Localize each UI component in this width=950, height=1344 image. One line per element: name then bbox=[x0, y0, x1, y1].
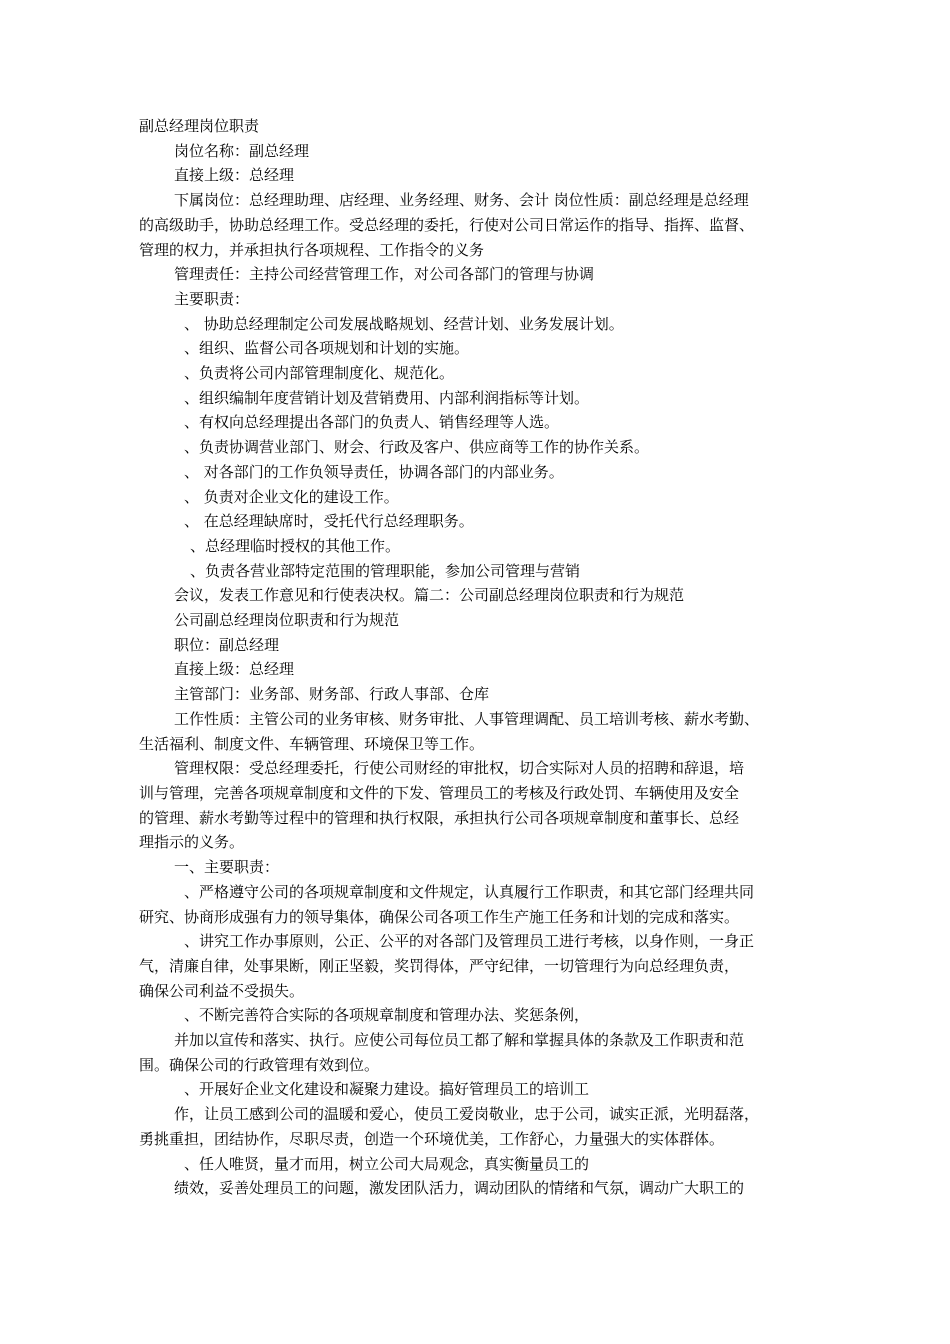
text-line: 训与管理，完善各项规章制度和文件的下发、管理员工的考核及行政处罚、车辆使用及安全 bbox=[139, 783, 740, 802]
text-line: 、负责协调营业部门、财会、行政及客户、供应商等工作的协作关系。 bbox=[184, 438, 650, 457]
text-line: 、讲究工作办事原则，公正、公平的对各部门及管理员工进行考核，以身作则，一身正 bbox=[184, 932, 755, 951]
text-line: 管理责任：主持公司经营管理工作，对公司各部门的管理与协调 bbox=[174, 265, 595, 284]
text-line: 、不断完善符合实际的各项规章制度和管理办法、奖惩条例， bbox=[184, 1006, 590, 1025]
text-line: 会议，发表工作意见和行使表决权。篇二：公司副总经理岗位职责和行为规范 bbox=[174, 586, 685, 605]
text-line: 、 对各部门的工作负领导责任，协调各部门的内部业务。 bbox=[184, 462, 564, 481]
text-line: 研究、协商形成强有力的领导集体，确保公司各项工作生产施工任务和计划的完成和落实。 bbox=[139, 907, 740, 926]
text-line: 公司副总经理岗位职责和行为规范 bbox=[174, 611, 400, 630]
text-line: 、开展好企业文化建设和凝聚力建设。搞好管理员工的培训工 bbox=[184, 1080, 590, 1099]
text-line: 并加以宣传和落实、执行。应使公司每位员工都了解和掌握具体的条款及工作职责和范 bbox=[174, 1031, 745, 1050]
text-line: 、总经理临时授权的其他工作。 bbox=[190, 536, 401, 555]
text-line: 直接上级：总经理 bbox=[174, 660, 295, 679]
text-line: 围。确保公司的行政管理有效到位。 bbox=[139, 1055, 380, 1074]
text-line: 直接上级：总经理 bbox=[174, 166, 295, 185]
text-line: 工作性质：主管公司的业务审核、财务审批、人事管理调配、员工培训考核、薪水考勤、 bbox=[174, 709, 760, 728]
text-line: 、 负责对企业文化的建设工作。 bbox=[184, 487, 399, 506]
text-line: 、 协助总经理制定公司发展战略规划、经营计划、业务发展计划。 bbox=[184, 314, 624, 333]
text-line: 的高级助手，协助总经理工作。受总经理的委托，行使对公司日常运作的指导、指挥、监督、 bbox=[139, 215, 755, 234]
text-line: 管理权限：受总经理委托，行使公司财经的审批权，切合实际对人员的招聘和辞退，培 bbox=[174, 759, 745, 778]
text-line: 理指示的义务。 bbox=[139, 833, 245, 852]
text-line: 气，清廉自律，处事果断，刚正坚毅，奖罚得体，严守纪律，一切管理行为向总经理负责， bbox=[139, 956, 740, 975]
text-line: 职位：副总经理 bbox=[174, 635, 280, 654]
text-line: 、 在总经理缺席时，受托代行总经理职务。 bbox=[184, 512, 474, 531]
text-line: 、有权向总经理提出各部门的负责人、销售经理等人选。 bbox=[184, 413, 560, 432]
text-line: 、负责将公司内部管理制度化、规范化。 bbox=[184, 364, 455, 383]
text-line: 下属岗位：总经理助理、店经理、业务经理、财务、会计 岗位性质：副总经理是总经理 bbox=[174, 191, 749, 210]
text-line: 的管理、薪水考勤等过程中的管理和执行权限，承担执行公司各项规章制度和董事长、总经 bbox=[139, 808, 740, 827]
text-line: 管理的权力，并承担执行各项规程、工作指令的义务 bbox=[139, 240, 485, 259]
text-line: 勇挑重担，团结协作，尽职尽责，创造一个环境优美，工作舒心，力量强大的实体群体。 bbox=[139, 1129, 725, 1148]
text-line: 确保公司利益不受损失。 bbox=[139, 981, 305, 1000]
text-line: 、组织、监督公司各项规划和计划的实施。 bbox=[184, 339, 470, 358]
text-line: 生活福利、制度文件、车辆管理、环境保卫等工作。 bbox=[139, 734, 485, 753]
text-line: 主管部门：业务部、财务部、行政人事部、仓库 bbox=[174, 685, 490, 704]
document-title: 副总经理岗位职责 bbox=[139, 117, 260, 135]
text-line: 、任人唯贤，量才而用，树立公司大局观念，真实衡量员工的 bbox=[184, 1154, 590, 1173]
text-line: 岗位名称：副总经理 bbox=[174, 141, 310, 160]
document-page bbox=[139, 114, 819, 1201]
text-line: 一、主要职责： bbox=[174, 858, 280, 877]
text-line: 、组织编制年度营销计划及营销费用、内部利润指标等计划。 bbox=[184, 388, 590, 407]
text-line: 作，让员工感到公司的温暖和爱心，使员工爱岗敬业，忠于公司，诚实正派，光明磊落， bbox=[174, 1105, 760, 1124]
text-line: 、负责各营业部特定范围的管理职能，参加公司管理与营销 bbox=[190, 561, 581, 580]
text-line: 、严格遵守公司的各项规章制度和文件规定，认真履行工作职责，和其它部门经理共同 bbox=[184, 882, 755, 901]
text-line: 主要职责： bbox=[174, 289, 250, 308]
text-line: 绩效，妥善处理员工的问题，激发团队活力，调动团队的情绪和气氛，调动广大职工的 bbox=[174, 1179, 745, 1198]
